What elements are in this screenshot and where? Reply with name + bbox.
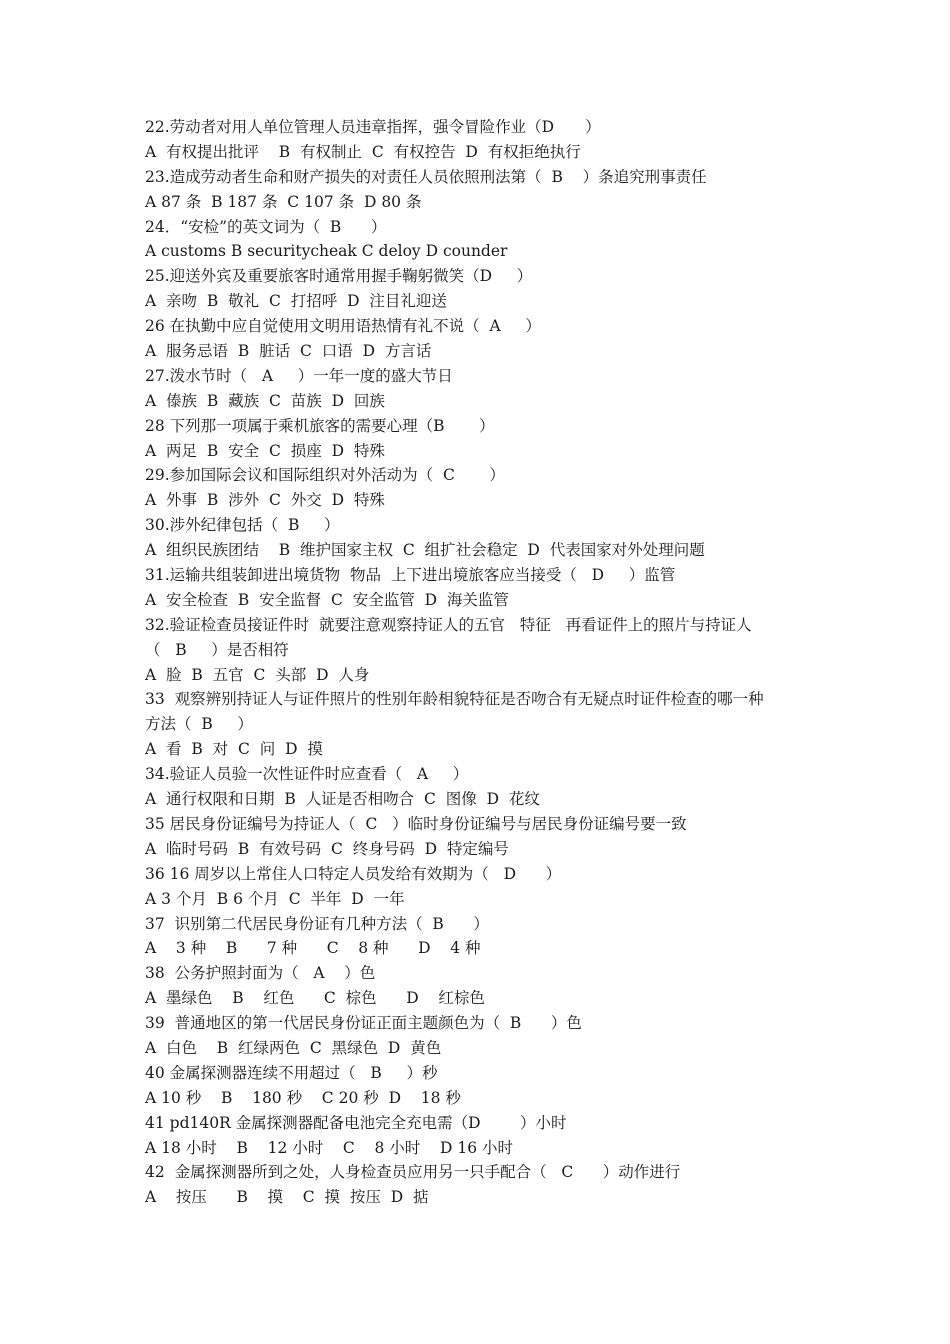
question-35: 35 居民身份证编号为持证人（ C ）临时身份证编号与居民身份证编号要一致: [145, 814, 687, 833]
options-39: A 白色 B 红绿两色 C 黑绿色 D 黄色: [145, 1038, 442, 1057]
question-32-cont: （ B ）是否相符: [145, 640, 289, 659]
question-37: 37 识别第二代居民身份证有几种方法（ B ）: [145, 914, 489, 933]
question-29: 29.参加国际会议和国际组织对外活动为（ C ）: [145, 466, 505, 485]
options-34: A 通行权限和日期 B 人证是否相吻合 C 图像 D 花纹: [145, 790, 540, 809]
question-23: 23.造成劳动者生命和财产损失的对责任人员依照刑法第（ B ）条追究刑事责任: [145, 167, 707, 186]
options-37: A 3 种 B 7 种 C 8 种 D 4 种: [145, 939, 481, 958]
options-31: A 安全检查 B 安全监督 C 安全监管 D 海关监管: [145, 590, 509, 609]
options-36: A 3 个月 B 6 个月 C 半年 D 一年: [145, 889, 405, 908]
question-22: 22.劳动者对用人单位管理人员违章指挥，强令冒险作业（D ）: [145, 118, 601, 136]
question-24: 24．“安检”的英文词为（ B ）: [145, 217, 387, 236]
options-28: A 两足 B 安全 C 损座 D 特殊: [145, 441, 385, 460]
options-23: A 87 条 B 187 条 C 107 条 D 80 条: [145, 192, 422, 211]
question-30: 30.涉外纪律包括（ B ）: [145, 516, 340, 535]
question-40: 40 金属探测器连续不用超过（ B ）秒: [145, 1063, 438, 1082]
question-41: 41 pd140R 金属探测器配备电池完全充电需（D ）小时: [145, 1113, 567, 1132]
document-page: [145, 115, 825, 1210]
question-38: 38 公务护照封面为（ A ）色: [145, 964, 376, 983]
options-27: A 傣族 B 藏族 C 苗族 D 回族: [145, 391, 385, 410]
question-33: 33 观察辨别持证人与证件照片的性别年龄相貌特征是否吻合有无疑点时证件检查的哪一种: [145, 690, 764, 709]
options-42: A 按压 B 摸 C 摸 按压 D 掂: [145, 1188, 429, 1207]
options-32: A 脸 B 五官 C 头部 D 人身: [145, 665, 370, 684]
question-39: 39 普通地区的第一代居民身份证正面主题颜色为（ B ）色: [145, 1014, 582, 1033]
question-33-cont: 方法（ B ）: [145, 715, 253, 734]
options-30: A 组织民族团结 B 维护国家主权 C 组扩社会稳定 D 代表国家对外处理问题: [145, 541, 705, 560]
options-33: A 看 B 对 C 问 D 摸: [145, 740, 323, 759]
options-22: A 有权提出批评 B 有权制止 C 有权控告 D 有权拒绝执行: [145, 142, 581, 161]
question-25: 25.迎送外宾及重要旅客时通常用握手鞠躬微笑（D ）: [145, 267, 533, 286]
options-29: A 外事 B 涉外 C 外交 D 特殊: [145, 491, 385, 510]
options-35: A 临时号码 B 有效号码 C 终身号码 D 特定编号: [145, 839, 509, 858]
question-42: 42 金属探测器所到之处，人身检查员应用另一只手配合（ C ）动作进行: [145, 1163, 681, 1182]
options-25: A 亲吻 B 敬礼 C 打招呼 D 注目礼迎送: [145, 292, 447, 311]
options-40: A 10 秒 B 180 秒 C 20 秒 D 18 秒: [145, 1088, 461, 1107]
question-34: 34.验证人员验一次性证件时应查看（ A ）: [145, 765, 469, 784]
question-27: 27.泼水节时（ A ）一年一度的盛大节日: [145, 366, 453, 385]
question-32: 32.验证检查员接证件时 就要注意观察持证人的五官 特征 再看证件上的照片与持证人: [145, 615, 752, 634]
options-38: A 墨绿色 B 红色 C 棕色 D 红棕色: [145, 989, 485, 1008]
question-28: 28 下列那一项属于乘机旅客的需要心理（B ）: [145, 416, 495, 435]
question-36: 36 16 周岁以上常住人口特定人员发给有效期为（ D ）: [145, 864, 562, 883]
options-24: A customs B securitycheak C deloy D counder: [145, 242, 508, 261]
options-41: A 18 小时 B 12 小时 C 8 小时 D 16 小时: [145, 1138, 514, 1157]
question-26: 26 在执勤中应自觉使用文明用语热情有礼不说（ A ）: [145, 317, 541, 336]
options-26: A 服务忌语 B 脏话 C 口语 D 方言话: [145, 342, 432, 361]
question-31: 31.运输共组装卸进出境货物 物品 上下进出境旅客应当接受（ D ）监管: [145, 566, 676, 585]
